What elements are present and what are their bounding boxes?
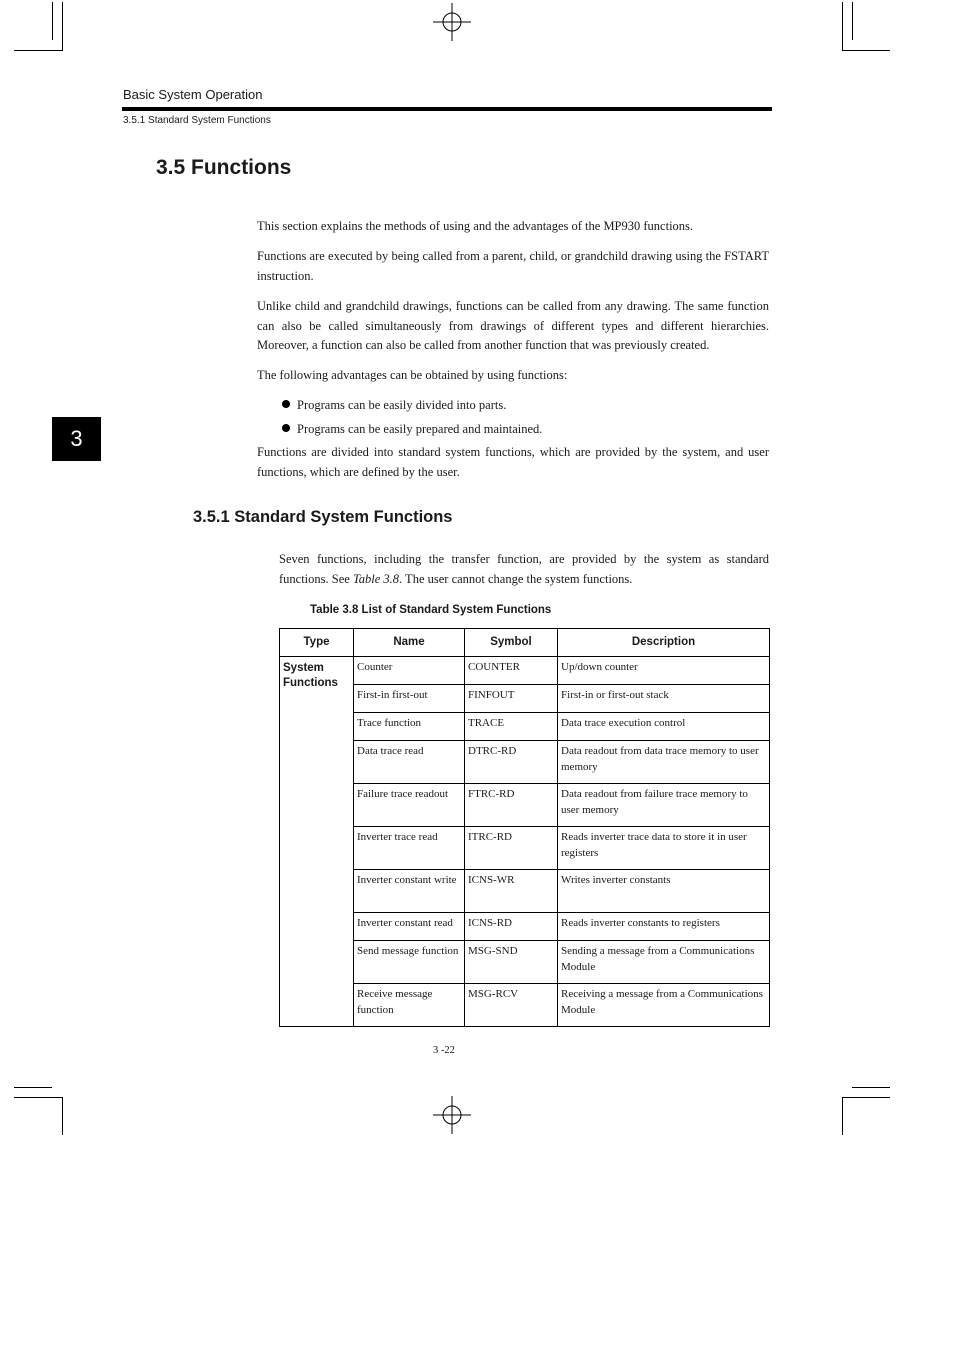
table-header-row [280,629,770,657]
page-number: 3 -22 [433,1045,455,1056]
description-cell: Writes inverter constants [558,870,770,913]
description-cell: Reads inverter constants to registers [558,913,770,941]
type-cell: System Functions [280,657,354,1027]
symbol-cell: ICNS-RD [465,913,558,941]
bullet-item: Programs can be easily prepared and maintained. [282,422,542,437]
symbol-cell: MSG-SND [465,941,558,984]
name-cell: Send message function [354,941,465,984]
table-row [280,784,770,827]
table-row [280,713,770,741]
name-cell: Data trace read [354,741,465,784]
description-cell: Reads inverter trace data to store it in user registers [558,827,770,870]
symbol-cell: ICNS-WR [465,870,558,913]
subsection-title: 3.5.1 Standard System Functions [193,508,453,526]
bullet-item: Programs can be easily divided into parts. [282,398,506,413]
paragraph-intro: This section explains the methods of using and the advantages of the MP930 functions. [257,219,694,233]
table-reference: Table 3.8 [352,571,400,586]
table-row [280,827,770,870]
name-cell: Receive message function [354,984,465,1027]
paragraph-calling: Unlike child and grandchild drawings, functions can be called from any drawing. The same function can also be called simultaneously from drawings of different types and different hierarchies. Moreover, a function can also be called from another function that was previously created. [257,299,769,352]
paragraph-subsection-intro: Seven functions, including the transfer function, are provided by the system as standard functions. See Table 3.8. The user cannot change the system functions. [279,552,769,586]
symbol-cell: DTRC-RD [465,741,558,784]
table-row [280,941,770,984]
registration-mark-bottom [433,1096,471,1134]
symbol-cell: MSG-RCV [465,984,558,1027]
table-row [280,685,770,713]
subsection-reference: 3.5.1 Standard System Functions [123,115,271,126]
column-header-type: Type [280,629,354,657]
name-cell: Inverter constant write [354,870,465,913]
name-cell: Inverter trace read [354,827,465,870]
name-cell: First-in first-out [354,685,465,713]
description-cell: Receiving a message from a Communications Module [558,984,770,1027]
table-row [280,984,770,1027]
description-cell: Up/down counter [558,657,770,685]
column-header-symbol: Symbol [465,629,558,657]
description-cell: First-in or first-out stack [558,685,770,713]
name-cell: Failure trace readout [354,784,465,827]
chapter-tab: 3 [52,417,101,461]
description-cell: Data readout from data trace memory to user memory [558,741,770,784]
description-cell: Data readout from failure trace memory to user memory [558,784,770,827]
column-header-name: Name [354,629,465,657]
table-row [280,870,770,913]
system-functions-table [279,628,770,1027]
symbol-cell: ITRC-RD [465,827,558,870]
bullet-icon [282,400,290,408]
running-head: Basic System Operation [123,87,263,102]
description-cell: Sending a message from a Communications Module [558,941,770,984]
symbol-cell: TRACE [465,713,558,741]
name-cell: Trace function [354,713,465,741]
paragraph-closing: Functions are divided into standard system functions, which are provided by the system, and user functions, which are defined by the user. [257,445,769,479]
bullet-icon [282,424,290,432]
paragraph-advantages: The following advantages can be obtained by using functions: [257,368,568,382]
symbol-cell: FINFOUT [465,685,558,713]
column-header-description: Description [558,629,770,657]
symbol-cell: FTRC-RD [465,784,558,827]
description-cell: Data trace execution control [558,713,770,741]
symbol-cell: COUNTER [465,657,558,685]
header-rule [122,107,772,111]
table-row [280,657,770,685]
paragraph-fstart: Functions are executed by being called from a parent, child, or grandchild drawing using the FSTART instruction. [257,249,769,283]
table-row [280,913,770,941]
name-cell: Counter [354,657,465,685]
section-title: 3.5 Functions [156,156,292,179]
name-cell: Inverter constant read [354,913,465,941]
table-caption: Table 3.8 List of Standard System Functions [310,604,552,616]
table-row [280,741,770,784]
registration-mark-top [433,3,471,41]
